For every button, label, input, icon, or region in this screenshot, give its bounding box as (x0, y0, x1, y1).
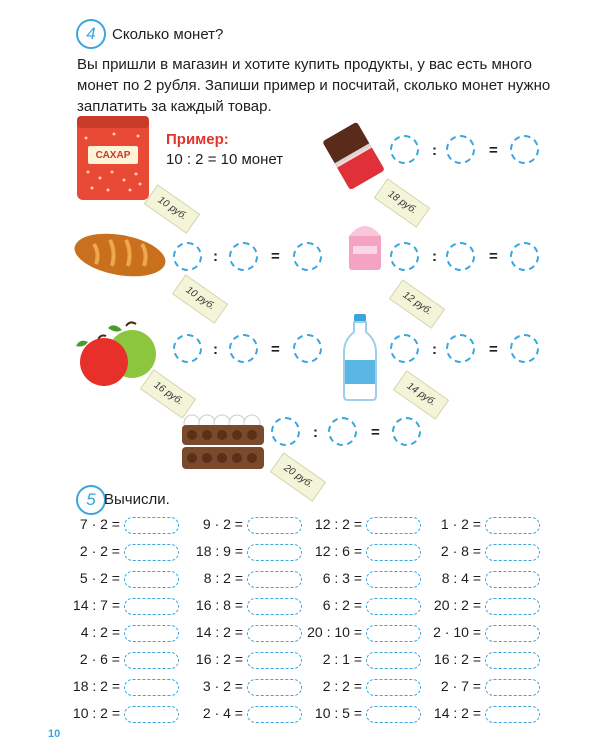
exercise-answer-box[interactable] (366, 598, 421, 615)
exercise-expression: 18 : 2 = (72, 678, 120, 694)
ice-cream-image (345, 220, 385, 272)
exercise-answer-box[interactable] (124, 544, 179, 561)
task-4-title: Сколько монет? (112, 26, 224, 43)
exercise-answer-box[interactable] (247, 625, 302, 642)
exercise-expression: 10 : 5 = (314, 705, 362, 721)
divide-sign: : (213, 341, 218, 358)
page-number: 10 (48, 728, 61, 740)
task-4-intro: Вы пришли в магазин и хотите купить продукты, у вас есть много монет по 2 рубля. Запиши пример и посчитай, сколько монет нужно заплатить за каждый товар. (77, 56, 551, 115)
exercise-answer-box[interactable] (247, 571, 302, 588)
exercise-expression: 20 : 2 = (433, 597, 481, 613)
exercise-expression: 9 · 2 = (202, 516, 243, 532)
chocolate-image (318, 120, 388, 190)
exercise-expression: 8 : 2 = (203, 570, 243, 586)
equals-sign: = (489, 142, 498, 159)
exercise-answer-box[interactable] (366, 679, 421, 696)
exercise-expression: 6 : 3 = (322, 570, 362, 586)
equals-sign: = (489, 248, 498, 265)
price-tag-chocolate: 18 руб. (374, 178, 430, 227)
exercise-answer-box[interactable] (124, 652, 179, 669)
exercise-answer-box[interactable] (366, 571, 421, 588)
milk-bottle-image (342, 314, 378, 400)
divide-sign: : (313, 424, 318, 441)
exercise-expression: 4 : 2 = (80, 624, 120, 640)
answer-circle[interactable] (293, 334, 322, 363)
price-tag-eggs: 20 руб. (270, 452, 326, 501)
exercise-expression: 16 : 2 = (433, 651, 481, 667)
exercise-expression: 12 : 6 = (314, 543, 362, 559)
answer-circle[interactable] (392, 417, 421, 446)
exercise-answer-box[interactable] (366, 517, 421, 534)
price-tag-apples: 16 руб. (140, 369, 196, 418)
price-tag-ice-cream: 12 руб. (389, 279, 445, 328)
exercise-answer-box[interactable] (247, 598, 302, 615)
exercise-expression: 2 : 2 = (322, 678, 362, 694)
exercise-expression: 2 · 8 = (440, 543, 481, 559)
exercise-answer-box[interactable] (124, 706, 179, 723)
divide-sign: : (432, 142, 437, 159)
task-5-title: Вычисли. (104, 491, 170, 508)
example-text: 10 : 2 = 10 монет (166, 151, 284, 168)
exercise-answer-box[interactable] (124, 598, 179, 615)
exercise-expression: 3 · 2 = (202, 678, 243, 694)
equals-sign: = (371, 424, 380, 441)
exercise-answer-box[interactable] (124, 517, 179, 534)
divide-sign: : (213, 248, 218, 265)
exercise-answer-box[interactable] (124, 679, 179, 696)
example-label: Пример: (166, 131, 229, 148)
answer-circle[interactable] (328, 417, 357, 446)
exercise-answer-box[interactable] (247, 517, 302, 534)
exercise-expression: 2 · 6 = (79, 651, 120, 667)
exercise-expression: 14 : 7 = (72, 597, 120, 613)
equals-sign: = (271, 248, 280, 265)
exercise-expression: 2 · 7 = (440, 678, 481, 694)
exercise-expression: 6 : 2 = (322, 597, 362, 613)
equals-sign: = (271, 341, 280, 358)
answer-circle[interactable] (390, 242, 419, 271)
exercise-answer-box[interactable] (124, 571, 179, 588)
task-4-number: 4 (76, 19, 106, 49)
exercise-expression: 16 : 2 = (195, 651, 243, 667)
exercise-answer-box[interactable] (366, 706, 421, 723)
exercise-expression: 16 : 8 = (195, 597, 243, 613)
answer-circle[interactable] (293, 242, 322, 271)
answer-circle[interactable] (446, 242, 475, 271)
equals-sign: = (489, 341, 498, 358)
exercise-expression: 14 : 2 = (195, 624, 243, 640)
answer-circle[interactable] (271, 417, 300, 446)
exercise-answer-box[interactable] (485, 625, 540, 642)
exercise-expression: 10 : 2 = (72, 705, 120, 721)
exercise-expression: 20 : 10 = (307, 624, 362, 640)
price-tag-milk: 14 руб. (393, 370, 449, 419)
exercise-expression: 2 : 1 = (322, 651, 362, 667)
exercise-answer-box[interactable] (247, 679, 302, 696)
divide-sign: : (432, 248, 437, 265)
exercise-answer-box[interactable] (485, 706, 540, 723)
exercise-answer-box[interactable] (247, 706, 302, 723)
exercise-answer-box[interactable] (485, 598, 540, 615)
task-5-number: 5 (76, 485, 106, 515)
exercise-answer-box[interactable] (366, 652, 421, 669)
exercise-expression: 1 · 2 = (440, 516, 481, 532)
answer-circle[interactable] (510, 242, 539, 271)
answer-circle[interactable] (446, 334, 475, 363)
answer-circle[interactable] (173, 334, 202, 363)
answer-circle[interactable] (390, 334, 419, 363)
answer-circle[interactable] (446, 135, 475, 164)
exercise-answer-box[interactable] (366, 625, 421, 642)
exercise-answer-box[interactable] (366, 544, 421, 561)
exercise-answer-box[interactable] (485, 571, 540, 588)
exercise-answer-box[interactable] (485, 679, 540, 696)
egg-carton-image (180, 413, 268, 471)
answer-circle[interactable] (173, 242, 202, 271)
exercise-expression: 7 · 2 = (79, 516, 120, 532)
exercise-answer-box[interactable] (485, 544, 540, 561)
exercise-answer-box[interactable] (247, 544, 302, 561)
price-tag-bread: 10 руб. (172, 274, 228, 323)
price-tag-sugar: 10 руб. (144, 184, 200, 233)
exercise-answer-box[interactable] (485, 517, 540, 534)
exercise-answer-box[interactable] (485, 652, 540, 669)
answer-circle[interactable] (510, 135, 539, 164)
answer-circle[interactable] (510, 334, 539, 363)
exercise-expression: 18 : 9 = (195, 543, 243, 559)
exercise-expression: 2 · 10 = (433, 624, 481, 640)
exercise-expression: 8 : 4 = (441, 570, 481, 586)
answer-circle[interactable] (229, 242, 258, 271)
exercise-answer-box[interactable] (247, 652, 302, 669)
sugar-pack-label: САХАР (95, 150, 131, 161)
answer-circle[interactable] (229, 334, 258, 363)
bread-image (74, 226, 170, 284)
exercise-expression: 12 : 2 = (314, 516, 362, 532)
exercise-expression: 2 · 2 = (79, 543, 120, 559)
exercise-expression: 14 : 2 = (433, 705, 481, 721)
exercise-expression: 2 · 4 = (202, 705, 243, 721)
divide-sign: : (432, 341, 437, 358)
answer-circle[interactable] (390, 135, 419, 164)
exercise-expression: 5 · 2 = (79, 570, 120, 586)
exercise-answer-box[interactable] (124, 625, 179, 642)
